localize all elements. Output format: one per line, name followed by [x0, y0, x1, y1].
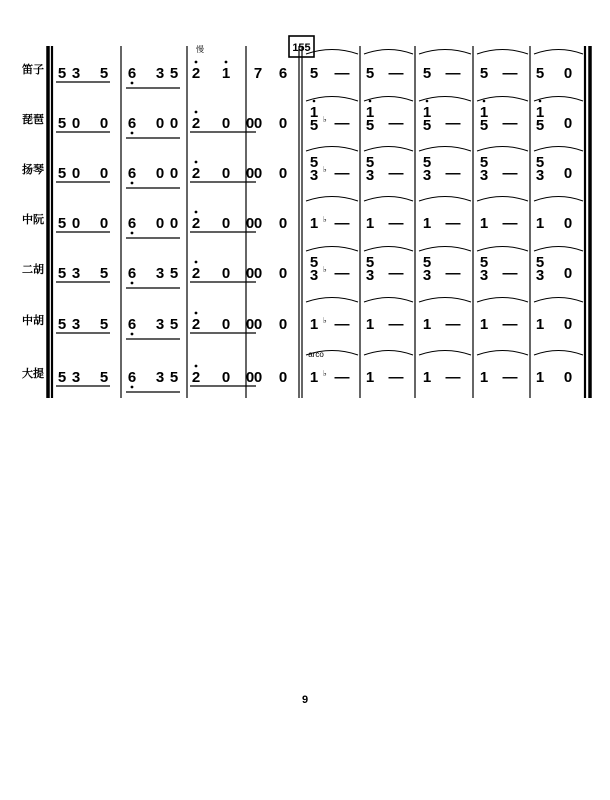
note: 5: [99, 265, 109, 282]
note-lower: 3: [479, 167, 489, 184]
note-upper: 5: [479, 254, 489, 271]
note: 1: [422, 316, 432, 333]
note-lower: 3: [309, 167, 319, 184]
note: —: [334, 115, 350, 132]
note-lower: 3: [479, 267, 489, 284]
tie-arc: [306, 298, 358, 303]
octave-dot: [195, 211, 198, 214]
note: —: [502, 369, 518, 386]
note: 0: [169, 165, 179, 182]
note: 1: [365, 369, 375, 386]
octave-dot: [369, 100, 372, 103]
octave-dot: [195, 261, 198, 264]
note: 0: [563, 165, 573, 182]
octave-dot: [131, 333, 134, 336]
note: 1: [422, 215, 432, 232]
note: —: [388, 115, 404, 132]
tie-arc: [306, 197, 358, 202]
note: 1: [309, 215, 319, 232]
note: 1: [309, 316, 319, 333]
note: 0: [253, 165, 263, 182]
tie-arc: [477, 247, 528, 252]
note: 0: [221, 316, 231, 333]
note: —: [334, 65, 350, 82]
octave-dot: [313, 100, 316, 103]
note-lower: 3: [365, 167, 375, 184]
note-lower: 5: [535, 117, 545, 134]
note: 1: [309, 369, 319, 386]
note: 2: [191, 265, 201, 282]
ornament-mark: ♭: [323, 215, 327, 224]
octave-dot: [131, 82, 134, 85]
note: 6: [127, 65, 137, 82]
tie-arc: [364, 50, 413, 55]
ornament-mark: ♭: [323, 115, 327, 124]
tie-arc: [419, 50, 471, 55]
instrument-label: 琵琶: [22, 114, 44, 126]
tie-arc: [419, 247, 471, 252]
note: 5: [57, 65, 67, 82]
note: 0: [245, 265, 255, 282]
note: —: [445, 265, 461, 282]
note: 0: [155, 115, 165, 132]
note: 0: [563, 316, 573, 333]
note: 6: [127, 369, 137, 386]
note: 1: [221, 65, 231, 82]
note: —: [502, 115, 518, 132]
octave-dot: [195, 61, 198, 64]
note: 0: [71, 215, 81, 232]
note: 6: [127, 165, 137, 182]
octave-dot: [131, 182, 134, 185]
note: 0: [221, 265, 231, 282]
note-lower: 3: [365, 267, 375, 284]
tie-arc: [477, 50, 528, 55]
note: —: [388, 369, 404, 386]
note: 0: [221, 369, 231, 386]
instrument-label: 扬琴: [22, 164, 44, 176]
note: 0: [563, 65, 573, 82]
note: 6: [127, 215, 137, 232]
note: 0: [221, 115, 231, 132]
note: 3: [71, 265, 81, 282]
octave-dot: [195, 312, 198, 315]
note: 0: [221, 165, 231, 182]
octave-dot: [426, 100, 429, 103]
note: —: [502, 215, 518, 232]
note: 0: [71, 165, 81, 182]
note: 3: [71, 369, 81, 386]
note: 0: [245, 215, 255, 232]
note: 0: [99, 165, 109, 182]
note-lower: 5: [309, 117, 319, 134]
note: 5: [57, 369, 67, 386]
octave-dot: [131, 232, 134, 235]
tie-arc: [306, 247, 358, 252]
octave-dot: [131, 282, 134, 285]
tie-arc: [364, 247, 413, 252]
note: 7: [253, 65, 263, 82]
tie-arc: [477, 197, 528, 202]
note-upper: 5: [309, 154, 319, 171]
note: 0: [71, 115, 81, 132]
note: 5: [535, 65, 545, 82]
octave-dot: [483, 100, 486, 103]
note: —: [502, 65, 518, 82]
instrument-label: 中胡: [22, 315, 44, 327]
note: —: [445, 215, 461, 232]
note: 3: [71, 316, 81, 333]
note: 0: [253, 115, 263, 132]
note: —: [334, 165, 350, 182]
tie-arc: [534, 351, 583, 356]
octave-dot: [131, 386, 134, 389]
note: 0: [221, 215, 231, 232]
note: 0: [245, 316, 255, 333]
note: 2: [191, 316, 201, 333]
tie-arc: [364, 197, 413, 202]
note: 0: [245, 369, 255, 386]
note-upper: 1: [365, 104, 375, 121]
note-upper: 5: [365, 254, 375, 271]
note: —: [445, 115, 461, 132]
note: 5: [99, 316, 109, 333]
note: 1: [535, 369, 545, 386]
note-lower: 5: [422, 117, 432, 134]
tie-arc: [364, 298, 413, 303]
tie-arc: [534, 147, 583, 152]
note: 5: [99, 369, 109, 386]
note: 0: [563, 369, 573, 386]
tie-arc: [364, 97, 413, 102]
note: 5: [422, 65, 432, 82]
note: 1: [479, 316, 489, 333]
tie-arc: [534, 298, 583, 303]
tie-arc: [419, 197, 471, 202]
note: 5: [57, 316, 67, 333]
note: 5: [99, 65, 109, 82]
note: 0: [253, 265, 263, 282]
octave-dot: [195, 111, 198, 114]
note-upper: 1: [535, 104, 545, 121]
note: 0: [155, 165, 165, 182]
note: 2: [191, 215, 201, 232]
tie-arc: [477, 298, 528, 303]
note-upper: 5: [422, 154, 432, 171]
note: 1: [422, 369, 432, 386]
ornament-mark: ♭: [323, 265, 327, 274]
tie-arc: [306, 147, 358, 152]
note: 0: [99, 215, 109, 232]
note: —: [334, 316, 350, 333]
note: 5: [479, 65, 489, 82]
note: 5: [169, 369, 179, 386]
note: 5: [169, 265, 179, 282]
note: 0: [278, 115, 288, 132]
note-upper: 5: [535, 254, 545, 271]
note: 6: [127, 265, 137, 282]
note: 3: [155, 65, 165, 82]
note: 5: [57, 215, 67, 232]
ornament-mark: ♭: [323, 369, 327, 378]
tie-arc: [534, 50, 583, 55]
note: 0: [253, 215, 263, 232]
note: —: [388, 265, 404, 282]
note-upper: 1: [422, 104, 432, 121]
note-upper: 1: [479, 104, 489, 121]
octave-dot: [131, 132, 134, 135]
note: 0: [169, 215, 179, 232]
note: 0: [253, 316, 263, 333]
note: —: [502, 165, 518, 182]
note: 5: [57, 115, 67, 132]
note: 0: [155, 215, 165, 232]
note: 6: [127, 316, 137, 333]
octave-dot: [539, 100, 542, 103]
note: 5: [309, 65, 319, 82]
note: 0: [278, 369, 288, 386]
note: —: [388, 316, 404, 333]
note: —: [502, 265, 518, 282]
note: 3: [71, 65, 81, 82]
instrument-label: 二胡: [22, 264, 44, 276]
note-upper: 5: [479, 154, 489, 171]
note: 0: [278, 316, 288, 333]
note: —: [334, 265, 350, 282]
note: 6: [127, 115, 137, 132]
note-lower: 5: [479, 117, 489, 134]
tie-arc: [534, 97, 583, 102]
tie-arc: [534, 197, 583, 202]
tie-arc: [477, 147, 528, 152]
note: —: [445, 65, 461, 82]
note-lower: 3: [309, 267, 319, 284]
note: 2: [191, 65, 201, 82]
ornament-mark: ♭: [323, 316, 327, 325]
note: 0: [278, 215, 288, 232]
ornament-mark: ♭: [323, 165, 327, 174]
note-lower: 3: [422, 167, 432, 184]
note: 0: [278, 265, 288, 282]
note-lower: 3: [422, 267, 432, 284]
rehearsal-mark: 155: [292, 42, 311, 54]
note: —: [445, 165, 461, 182]
note: 2: [191, 115, 201, 132]
note: 0: [245, 165, 255, 182]
note-upper: 5: [535, 154, 545, 171]
note: 6: [278, 65, 288, 82]
note-upper: 5: [309, 254, 319, 271]
note-lower: 3: [535, 167, 545, 184]
note: 0: [563, 115, 573, 132]
tempo-mark: 慢: [196, 45, 204, 54]
instrument-label: 笛子: [22, 64, 44, 76]
note: 2: [191, 369, 201, 386]
tie-arc: [534, 247, 583, 252]
note: 3: [155, 369, 165, 386]
tie-arc: [364, 147, 413, 152]
note: 0: [245, 115, 255, 132]
note: 1: [535, 215, 545, 232]
note: —: [388, 215, 404, 232]
octave-dot: [225, 61, 228, 64]
arco-mark: arco: [308, 350, 324, 359]
tie-arc: [477, 351, 528, 356]
note: —: [445, 316, 461, 333]
note: 5: [57, 265, 67, 282]
note: 1: [365, 215, 375, 232]
instrument-label: 大提: [22, 368, 44, 380]
tie-arc: [364, 351, 413, 356]
note: —: [445, 369, 461, 386]
note-upper: 1: [309, 104, 319, 121]
note: 0: [563, 215, 573, 232]
note-upper: 5: [422, 254, 432, 271]
note: 3: [155, 265, 165, 282]
note-lower: 3: [535, 267, 545, 284]
note: 1: [535, 316, 545, 333]
octave-dot: [195, 365, 198, 368]
note: 0: [169, 115, 179, 132]
note: 0: [563, 265, 573, 282]
note: 3: [155, 316, 165, 333]
note-lower: 5: [365, 117, 375, 134]
note: 2: [191, 165, 201, 182]
octave-dot: [195, 161, 198, 164]
note: —: [388, 65, 404, 82]
note: 1: [479, 215, 489, 232]
note: 0: [278, 165, 288, 182]
page-number: 9: [301, 694, 309, 706]
note: —: [388, 165, 404, 182]
note: 1: [365, 316, 375, 333]
note: —: [334, 215, 350, 232]
tie-arc: [419, 298, 471, 303]
tie-arc: [419, 147, 471, 152]
instrument-label: 中阮: [22, 214, 44, 226]
note-upper: 5: [365, 154, 375, 171]
note: 1: [479, 369, 489, 386]
note: 0: [99, 115, 109, 132]
note: 5: [365, 65, 375, 82]
note: 5: [169, 65, 179, 82]
note: 5: [169, 316, 179, 333]
note: 5: [57, 165, 67, 182]
tie-arc: [419, 351, 471, 356]
note: —: [502, 316, 518, 333]
note: 0: [253, 369, 263, 386]
note: —: [334, 369, 350, 386]
